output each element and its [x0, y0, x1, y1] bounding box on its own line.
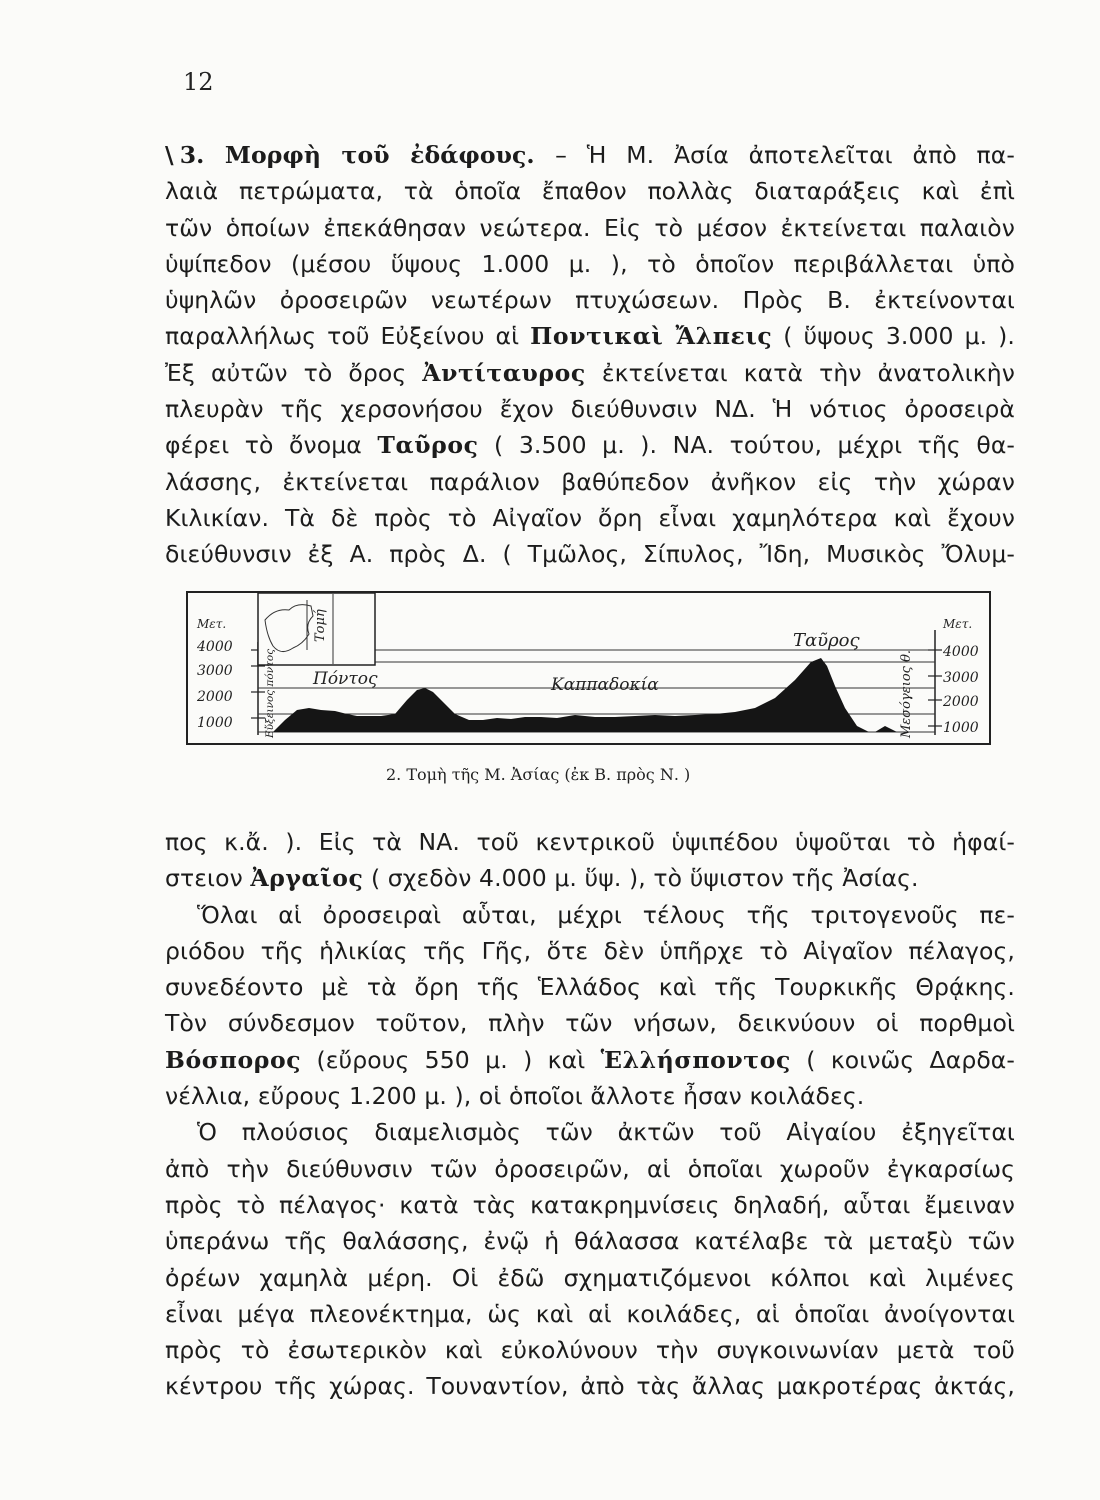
text-segment: τῶν ὁποίων ἐπεκάθησαν νεώτερα. Εἰς τὸ μέσον ἐκτείνεται παλαιὸν — [165, 213, 1015, 242]
text-line — [165, 897, 1015, 933]
text-line — [165, 318, 1015, 354]
text-line — [165, 137, 1015, 173]
body-text-bottom — [165, 824, 1015, 1405]
section-heading: 3. Μορφὴ τοῦ ἐδάφους. — [179, 141, 556, 169]
text-segment: συνεδέοντο μὲ τὰ ὄρη τῆς Ἑλλάδος καὶ τῆς Τουρκικῆς Θρᾴκης. — [165, 973, 1015, 1002]
text-line — [165, 933, 1015, 969]
text-line — [165, 1042, 1015, 1078]
text-segment: ( κοινῶς Δαρδα- — [790, 1045, 1015, 1074]
bold-term: Βόσπορος — [165, 1045, 302, 1074]
text-segment: ἐκτείνεται κατὰ τὴν ἀνατολικὴν — [585, 358, 1015, 387]
text-segment: ὑπεράνω τῆς θαλάσσης, ἐνῷ ἡ θάλασσα κατέλαβε τὰ μεταξὺ τῶν — [165, 1227, 1015, 1256]
text-line — [165, 1296, 1015, 1332]
inset-label: Τομή — [313, 609, 328, 642]
text-segment: ὀρέων χαμηλὰ μέρη. Οἱ ἐδῶ σχηματιζόμενοι κόλποι καὶ λιμένες — [165, 1263, 1015, 1292]
left-sea-label: Εὔξεινος πόντος — [264, 648, 276, 738]
right-sea-label: Μεσόγειος θ. — [899, 649, 914, 738]
right-tick-4000: 4000 — [943, 644, 979, 660]
text-segment: (εὔρους 550 μ. ) καὶ — [301, 1045, 601, 1074]
right-tick-1000: 1000 — [943, 720, 979, 736]
bold-term: Ἀργαῖος — [250, 864, 364, 893]
text-segment: λάσσης, ἐκτείνεται παράλιον βαθύπεδον ἀνῆκον εἰς τὴν χώραν — [165, 467, 1015, 496]
right-tick-3000: 3000 — [943, 670, 979, 686]
text-line — [165, 282, 1015, 318]
text-segment: ὑψηλῶν ὀροσειρῶν νεωτέρων πτυχώσεων. Πρὸς Β. ἐκτείνονται — [165, 286, 1015, 315]
text-line — [165, 1005, 1015, 1041]
text-segment: εἶναι μέγα πλεονέκτημα, ὡς καὶ αἱ κοιλάδες, αἱ ὁποῖαι ἀνοίγονται — [165, 1299, 1015, 1328]
text-segment: λαιὰ πετρώματα, τὰ ὁποῖα ἔπαθον πολλὰς διαταράξεις καὶ ἐπὶ — [165, 177, 1015, 206]
text-segment: ὑψίπεδον (μέσου ὕψους 1.000 μ. ), τὸ ὁποῖον περιβάλλεται ὑπὸ — [165, 249, 1015, 278]
left-tick-4000: 4000 — [197, 639, 233, 655]
text-segment: ριόδου τῆς ἡλικίας τῆς Γῆς, ὅτε δὲν ὑπῆρχε τὸ Αἰγαῖον πέλαγος, — [165, 936, 1015, 965]
left-tick-2000: 2000 — [197, 689, 233, 705]
region-label-kappadokia: Καππαδοκία — [551, 675, 659, 695]
text-segment: Κιλικίαν. Τὰ δὲ πρὸς τὸ Αἰγαῖον ὄρη εἶναι χαμηλότερα καὶ ἔχουν — [165, 503, 1015, 532]
region-label-tauros: Ταῦρος — [793, 630, 860, 651]
text-line — [165, 1187, 1015, 1223]
text-segment: κέντρου τῆς χώρας. Τουναντίον, ἀπὸ τὰς ἄλλας μακροτέρας ἀκτάς, — [165, 1372, 1015, 1401]
text-line — [165, 1260, 1015, 1296]
text-segment: Ὁ πλούσιος διαμελισμὸς τῶν ἀκτῶν τοῦ Αἰγαίου ἐξηγεῖται — [197, 1118, 1015, 1147]
page-number: 12 — [183, 68, 214, 96]
text-segment: πρὸς τὸ ἐσωτερικὸν καὶ εὐκολύνουν τὴν συγκοινωνίαν μετὰ τοῦ — [165, 1336, 1015, 1365]
text-line — [165, 500, 1015, 536]
text-segment: παραλλήλως τοῦ Εὐξείνου αἱ — [165, 322, 531, 351]
region-label-pontos: Πόντος — [313, 669, 378, 689]
text-line — [165, 246, 1015, 282]
text-segment: ( σχεδὸν 4.000 μ. ὕψ. ), τὸ ὕψιστον τῆς Ἀσίας. — [363, 864, 919, 893]
left-tick-3000: 3000 — [197, 663, 233, 679]
text-line — [165, 464, 1015, 500]
terrain-island — [875, 726, 897, 732]
cross-section-figure — [185, 590, 995, 750]
body-text-top — [165, 137, 1015, 573]
text-line — [165, 391, 1015, 427]
text-line — [165, 427, 1015, 463]
text-line — [165, 1114, 1015, 1150]
left-tick-1000: 1000 — [197, 715, 233, 731]
text-line — [165, 969, 1015, 1005]
text-line — [165, 355, 1015, 391]
text-line — [165, 1223, 1015, 1259]
bold-term: Ἑλλήσποντος — [600, 1045, 791, 1074]
text-segment: ἀπὸ τὴν διεύθυνσιν τῶν ὀροσειρῶν, αἱ ὁποῖαι χωροῦν ἐγκαρσίως — [165, 1154, 1015, 1183]
text-segment: πλευρὰν τῆς χερσονήσου ἔχον διεύθυνσιν ΝΔ. Ἡ νότιος ὀροσειρὰ — [165, 395, 1015, 424]
text-segment: φέρει τὸ ὄνομα — [165, 431, 378, 460]
text-segment: διεύθυνσιν ἐξ Α. πρὸς Δ. ( Τμῶλος, Σίπυλος, Ἴδη, Μυσικὸς Ὄλυμ- — [165, 540, 1015, 569]
text-segment: πος κ.ἄ. ). Εἰς τὰ ΝΑ. τοῦ κεντρικοῦ ὑψιπέδου ὑψοῦται τὸ ἡφαί- — [165, 828, 1015, 856]
bold-term: Ἀντίταυρος — [422, 358, 586, 387]
text-line — [165, 536, 1015, 572]
text-line — [165, 1078, 1015, 1114]
bold-term: Ποντικαὶ Ἄλπεις — [530, 322, 773, 351]
bold-term: Ταῦρος — [377, 431, 479, 460]
figure-caption: 2. Τομὴ τῆς Μ. Ἀσίας (ἐκ Β. πρὸς Ν. ) — [386, 765, 691, 784]
text-segment: ( ὕψους 3.000 μ. ). — [772, 322, 1015, 351]
text-segment: πρὸς τὸ πέλαγος· κατὰ τὰς κατακρημνίσεις δηλαδή, αὗται ἔμειναν — [165, 1190, 1015, 1219]
text-segment: Τὸν σύνδεσμον τοῦτον, πλὴν τῶν νήσων, δεικνύουν οἱ πορθμοὶ — [165, 1009, 1015, 1038]
text-segment: ( 3.500 μ. ). ΝΑ. τούτου, μέχρι τῆς θα- — [478, 431, 1015, 460]
text-line — [165, 824, 1015, 860]
text-segment: νέλλια, εὔρους 1.200 μ. ), οἱ ὁποῖοι ἄλλοτε ἦσαν κοιλάδες. — [165, 1082, 865, 1111]
text-segment: Ἐξ αὐτῶν τὸ ὄρος — [165, 358, 423, 387]
text-segment: στειον — [165, 864, 251, 893]
right-axis-unit: Μετ. — [943, 617, 973, 631]
text-line — [165, 1151, 1015, 1187]
margin-mark: \ — [165, 141, 174, 169]
text-line — [165, 860, 1015, 896]
text-line — [165, 1332, 1015, 1368]
text-segment: Ὅλαι αἱ ὀροσειραὶ αὗται, μέχρι τέλους τῆς τριτογενοῦς πε- — [197, 900, 1015, 929]
left-axis-unit: Μετ. — [197, 617, 227, 631]
text-line — [165, 210, 1015, 246]
text-line — [165, 173, 1015, 209]
text-line — [165, 1368, 1015, 1404]
right-tick-2000: 2000 — [943, 694, 979, 710]
text-segment: – Ἡ Μ. Ἀσία ἀποτελεῖται ἀπὸ πα- — [555, 141, 1015, 169]
